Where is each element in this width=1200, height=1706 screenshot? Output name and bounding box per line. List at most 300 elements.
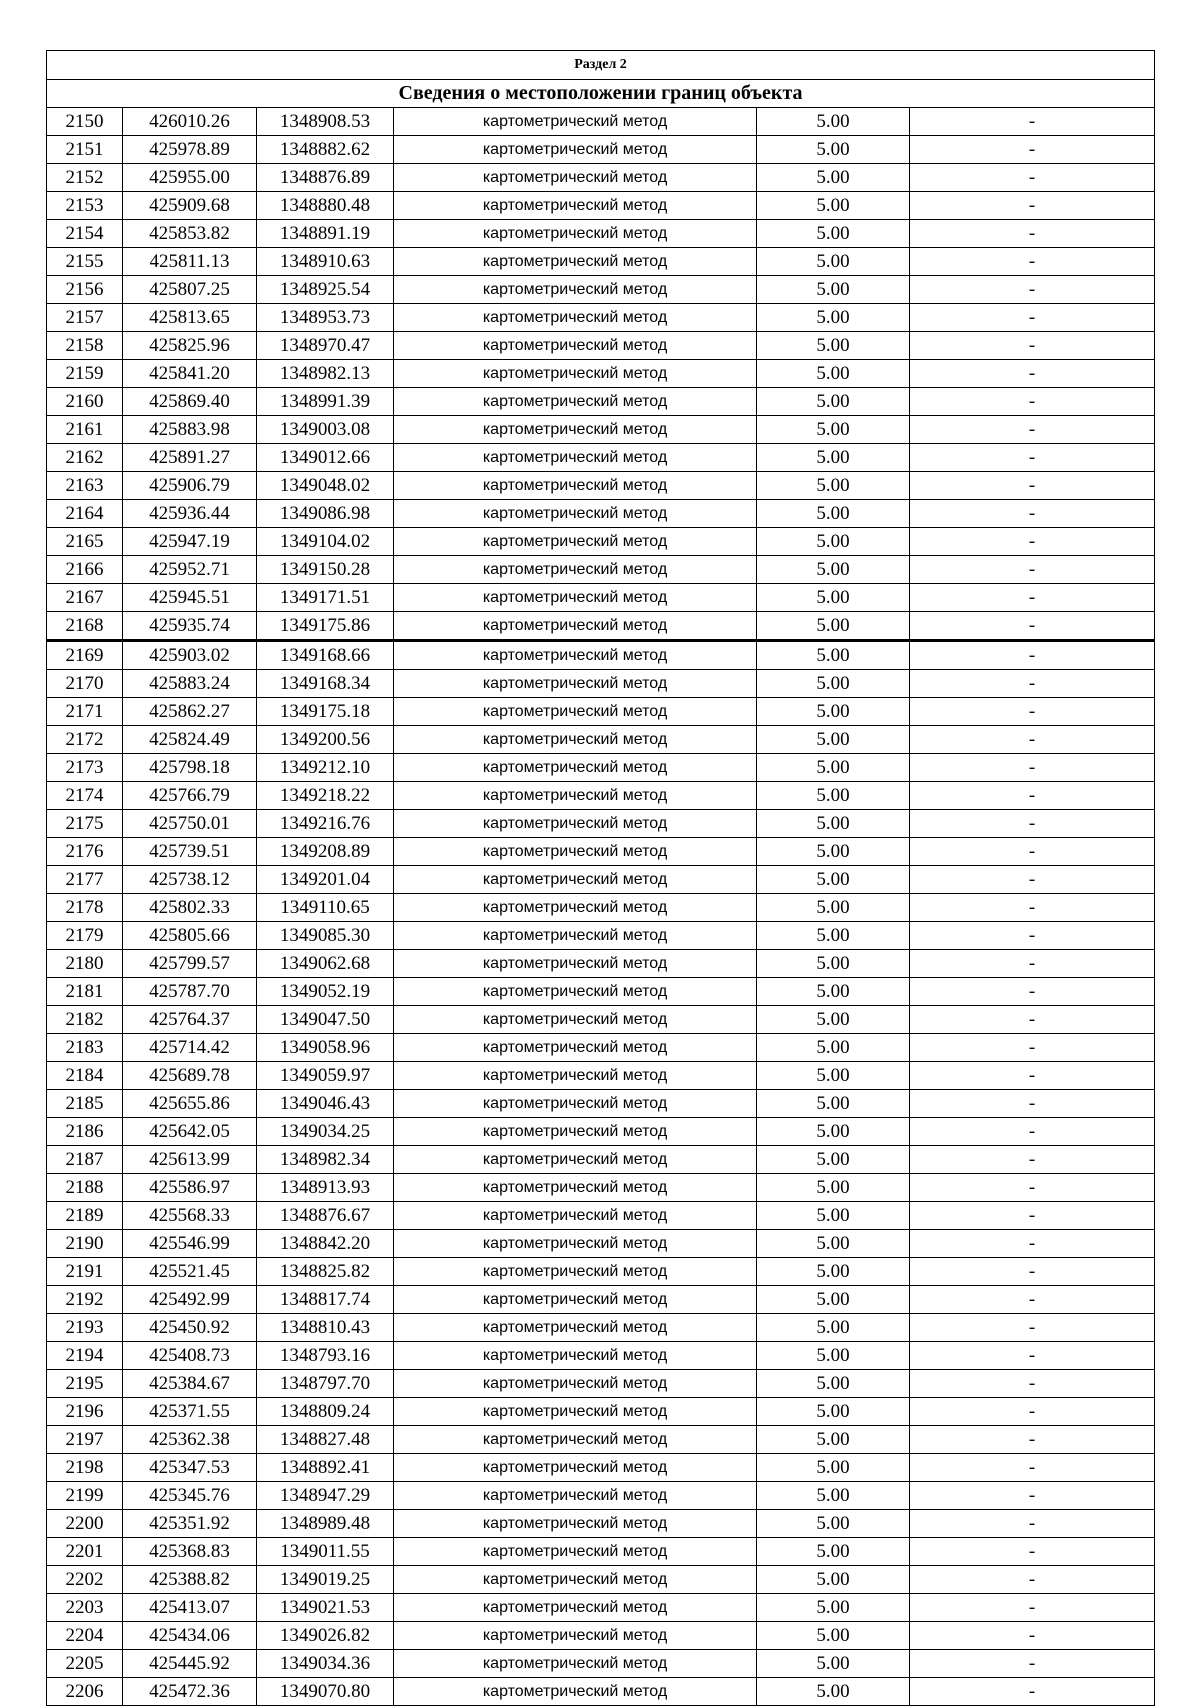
- accuracy-cell: 5.00: [757, 782, 910, 810]
- method-cell: картометрический метод: [394, 1594, 757, 1622]
- y-coordinate-cell: 1348817.74: [257, 1286, 394, 1314]
- y-coordinate-cell: 1348991.39: [257, 388, 394, 416]
- x-coordinate-cell: 425802.33: [123, 894, 257, 922]
- point-number-cell: 2169: [47, 641, 123, 670]
- table-row: [47, 810, 1155, 838]
- point-number-cell: 2178: [47, 894, 123, 922]
- description-cell: -: [910, 1230, 1155, 1258]
- accuracy-cell: 5.00: [757, 1174, 910, 1202]
- point-number-cell: 2195: [47, 1370, 123, 1398]
- method-cell: картометрический метод: [394, 1370, 757, 1398]
- method-cell: картометрический метод: [394, 220, 757, 248]
- method-cell: картометрический метод: [394, 810, 757, 838]
- y-coordinate-cell: 1348810.43: [257, 1314, 394, 1342]
- y-coordinate-cell: 1348797.70: [257, 1370, 394, 1398]
- point-number-cell: 2163: [47, 472, 123, 500]
- y-coordinate-cell: 1349150.28: [257, 556, 394, 584]
- y-coordinate-cell: 1348925.54: [257, 276, 394, 304]
- point-number-cell: 2198: [47, 1454, 123, 1482]
- table-row: [47, 612, 1155, 641]
- table-row: [47, 1174, 1155, 1202]
- description-cell: -: [910, 1202, 1155, 1230]
- table-row: [47, 528, 1155, 556]
- section-title-row: [47, 80, 1155, 108]
- method-cell: картометрический метод: [394, 978, 757, 1006]
- y-coordinate-cell: 1348793.16: [257, 1342, 394, 1370]
- method-cell: картометрический метод: [394, 1174, 757, 1202]
- description-cell: -: [910, 500, 1155, 528]
- point-number-cell: 2173: [47, 754, 123, 782]
- table-row: [47, 866, 1155, 894]
- x-coordinate-cell: 425935.74: [123, 612, 257, 641]
- accuracy-cell: 5.00: [757, 1258, 910, 1286]
- y-coordinate-cell: 1348982.13: [257, 360, 394, 388]
- y-coordinate-cell: 1348876.67: [257, 1202, 394, 1230]
- table-row: [47, 922, 1155, 950]
- accuracy-cell: 5.00: [757, 1090, 910, 1118]
- x-coordinate-cell: 425825.96: [123, 332, 257, 360]
- x-coordinate-cell: 425955.00: [123, 164, 257, 192]
- description-cell: -: [910, 332, 1155, 360]
- description-cell: -: [910, 1034, 1155, 1062]
- accuracy-cell: 5.00: [757, 950, 910, 978]
- x-coordinate-cell: 425945.51: [123, 584, 257, 612]
- table-row: [47, 584, 1155, 612]
- point-number-cell: 2193: [47, 1314, 123, 1342]
- x-coordinate-cell: 425824.49: [123, 726, 257, 754]
- section-label-row: [47, 51, 1155, 80]
- y-coordinate-cell: 1348970.47: [257, 332, 394, 360]
- x-coordinate-cell: 425445.92: [123, 1650, 257, 1678]
- method-cell: картометрический метод: [394, 726, 757, 754]
- method-cell: картометрический метод: [394, 1426, 757, 1454]
- point-number-cell: 2202: [47, 1566, 123, 1594]
- method-cell: картометрический метод: [394, 584, 757, 612]
- method-cell: картометрический метод: [394, 1678, 757, 1706]
- x-coordinate-cell: 425613.99: [123, 1146, 257, 1174]
- table-row: [47, 1034, 1155, 1062]
- y-coordinate-cell: 1349171.51: [257, 584, 394, 612]
- table-row: [47, 1118, 1155, 1146]
- description-cell: -: [910, 1006, 1155, 1034]
- method-cell: картометрический метод: [394, 500, 757, 528]
- y-coordinate-cell: 1348910.63: [257, 248, 394, 276]
- description-cell: -: [910, 360, 1155, 388]
- method-cell: картометрический метод: [394, 838, 757, 866]
- accuracy-cell: 5.00: [757, 1510, 910, 1538]
- accuracy-cell: 5.00: [757, 248, 910, 276]
- table-row: [47, 248, 1155, 276]
- accuracy-cell: 5.00: [757, 810, 910, 838]
- description-cell: -: [910, 1118, 1155, 1146]
- x-coordinate-cell: 425368.83: [123, 1538, 257, 1566]
- point-number-cell: 2164: [47, 500, 123, 528]
- description-cell: -: [910, 726, 1155, 754]
- table-row: [47, 782, 1155, 810]
- x-coordinate-cell: 425521.45: [123, 1258, 257, 1286]
- y-coordinate-cell: 1349011.55: [257, 1538, 394, 1566]
- description-cell: -: [910, 950, 1155, 978]
- method-cell: картометрический метод: [394, 950, 757, 978]
- description-cell: -: [910, 1594, 1155, 1622]
- x-coordinate-cell: 425413.07: [123, 1594, 257, 1622]
- table-row: [47, 388, 1155, 416]
- method-cell: картометрический метод: [394, 1006, 757, 1034]
- method-cell: картометрический метод: [394, 556, 757, 584]
- method-cell: картометрический метод: [394, 1314, 757, 1342]
- accuracy-cell: 5.00: [757, 108, 910, 136]
- table-row: [47, 726, 1155, 754]
- table-row: [47, 304, 1155, 332]
- table-row: [47, 1622, 1155, 1650]
- method-cell: картометрический метод: [394, 1482, 757, 1510]
- description-cell: -: [910, 304, 1155, 332]
- point-number-cell: 2201: [47, 1538, 123, 1566]
- accuracy-cell: 5.00: [757, 1622, 910, 1650]
- accuracy-cell: 5.00: [757, 528, 910, 556]
- point-number-cell: 2170: [47, 670, 123, 698]
- y-coordinate-cell: 1349026.82: [257, 1622, 394, 1650]
- method-cell: картометрический метод: [394, 782, 757, 810]
- point-number-cell: 2188: [47, 1174, 123, 1202]
- y-coordinate-cell: 1348891.19: [257, 220, 394, 248]
- section-label: Раздел 2: [47, 51, 1155, 80]
- accuracy-cell: 5.00: [757, 276, 910, 304]
- description-cell: -: [910, 276, 1155, 304]
- table-row: [47, 1482, 1155, 1510]
- method-cell: картометрический метод: [394, 1286, 757, 1314]
- accuracy-cell: 5.00: [757, 1118, 910, 1146]
- method-cell: картометрический метод: [394, 1258, 757, 1286]
- x-coordinate-cell: 425586.97: [123, 1174, 257, 1202]
- point-number-cell: 2162: [47, 444, 123, 472]
- method-cell: картометрический метод: [394, 136, 757, 164]
- x-coordinate-cell: 425853.82: [123, 220, 257, 248]
- accuracy-cell: 5.00: [757, 1370, 910, 1398]
- point-number-cell: 2180: [47, 950, 123, 978]
- x-coordinate-cell: 425689.78: [123, 1062, 257, 1090]
- accuracy-cell: 5.00: [757, 1650, 910, 1678]
- accuracy-cell: 5.00: [757, 304, 910, 332]
- x-coordinate-cell: 425371.55: [123, 1398, 257, 1426]
- method-cell: картометрический метод: [394, 754, 757, 782]
- y-coordinate-cell: 1348982.34: [257, 1146, 394, 1174]
- y-coordinate-cell: 1348989.48: [257, 1510, 394, 1538]
- method-cell: картометрический метод: [394, 1622, 757, 1650]
- x-coordinate-cell: 425345.76: [123, 1482, 257, 1510]
- table-row: [47, 1538, 1155, 1566]
- x-coordinate-cell: 425546.99: [123, 1230, 257, 1258]
- y-coordinate-cell: 1349052.19: [257, 978, 394, 1006]
- accuracy-cell: 5.00: [757, 1062, 910, 1090]
- table-row: [47, 698, 1155, 726]
- x-coordinate-cell: 425903.02: [123, 641, 257, 670]
- point-number-cell: 2177: [47, 866, 123, 894]
- description-cell: -: [910, 416, 1155, 444]
- point-number-cell: 2176: [47, 838, 123, 866]
- table-row: [47, 220, 1155, 248]
- x-coordinate-cell: 425351.92: [123, 1510, 257, 1538]
- table-row: [47, 1454, 1155, 1482]
- table-row: [47, 641, 1155, 670]
- y-coordinate-cell: 1348947.29: [257, 1482, 394, 1510]
- point-number-cell: 2204: [47, 1622, 123, 1650]
- x-coordinate-cell: 425841.20: [123, 360, 257, 388]
- point-number-cell: 2157: [47, 304, 123, 332]
- y-coordinate-cell: 1348892.41: [257, 1454, 394, 1482]
- accuracy-cell: 5.00: [757, 500, 910, 528]
- x-coordinate-cell: 426010.26: [123, 108, 257, 136]
- accuracy-cell: 5.00: [757, 444, 910, 472]
- description-cell: -: [910, 838, 1155, 866]
- x-coordinate-cell: 425766.79: [123, 782, 257, 810]
- method-cell: картометрический метод: [394, 360, 757, 388]
- section-title: Сведения о местоположении границ объекта: [47, 80, 1155, 108]
- table-row: [47, 360, 1155, 388]
- point-number-cell: 2174: [47, 782, 123, 810]
- point-number-cell: 2206: [47, 1678, 123, 1706]
- accuracy-cell: 5.00: [757, 612, 910, 641]
- table-row: [47, 1650, 1155, 1678]
- accuracy-cell: 5.00: [757, 220, 910, 248]
- x-coordinate-cell: 425764.37: [123, 1006, 257, 1034]
- point-number-cell: 2187: [47, 1146, 123, 1174]
- x-coordinate-cell: 425869.40: [123, 388, 257, 416]
- method-cell: картометрический метод: [394, 1062, 757, 1090]
- point-number-cell: 2158: [47, 332, 123, 360]
- table-row: [47, 276, 1155, 304]
- method-cell: картометрический метод: [394, 304, 757, 332]
- accuracy-cell: 5.00: [757, 726, 910, 754]
- x-coordinate-cell: 425906.79: [123, 472, 257, 500]
- point-number-cell: 2156: [47, 276, 123, 304]
- description-cell: -: [910, 894, 1155, 922]
- x-coordinate-cell: 425947.19: [123, 528, 257, 556]
- point-number-cell: 2189: [47, 1202, 123, 1230]
- x-coordinate-cell: 425936.44: [123, 500, 257, 528]
- description-cell: -: [910, 922, 1155, 950]
- method-cell: картометрический метод: [394, 1118, 757, 1146]
- description-cell: -: [910, 1314, 1155, 1342]
- point-number-cell: 2153: [47, 192, 123, 220]
- x-coordinate-cell: 425862.27: [123, 698, 257, 726]
- table-row: [47, 1006, 1155, 1034]
- method-cell: картометрический метод: [394, 698, 757, 726]
- table-row: [47, 754, 1155, 782]
- y-coordinate-cell: 1349058.96: [257, 1034, 394, 1062]
- accuracy-cell: 5.00: [757, 1006, 910, 1034]
- table-row: [47, 1314, 1155, 1342]
- y-coordinate-cell: 1349085.30: [257, 922, 394, 950]
- description-cell: -: [910, 1482, 1155, 1510]
- description-cell: -: [910, 1650, 1155, 1678]
- y-coordinate-cell: 1349059.97: [257, 1062, 394, 1090]
- description-cell: -: [910, 472, 1155, 500]
- method-cell: картометрический метод: [394, 164, 757, 192]
- description-cell: -: [910, 192, 1155, 220]
- method-cell: картометрический метод: [394, 1454, 757, 1482]
- y-coordinate-cell: 1349104.02: [257, 528, 394, 556]
- y-coordinate-cell: 1349201.04: [257, 866, 394, 894]
- y-coordinate-cell: 1349086.98: [257, 500, 394, 528]
- method-cell: картометрический метод: [394, 612, 757, 641]
- method-cell: картометрический метод: [394, 248, 757, 276]
- method-cell: картометрический метод: [394, 276, 757, 304]
- point-number-cell: 2182: [47, 1006, 123, 1034]
- y-coordinate-cell: 1349212.10: [257, 754, 394, 782]
- x-coordinate-cell: 425434.06: [123, 1622, 257, 1650]
- method-cell: картометрический метод: [394, 894, 757, 922]
- method-cell: картометрический метод: [394, 388, 757, 416]
- table-row: [47, 978, 1155, 1006]
- y-coordinate-cell: 1349110.65: [257, 894, 394, 922]
- table-row: [47, 416, 1155, 444]
- accuracy-cell: 5.00: [757, 360, 910, 388]
- method-cell: картометрический метод: [394, 1342, 757, 1370]
- y-coordinate-cell: 1349034.36: [257, 1650, 394, 1678]
- description-cell: -: [910, 1566, 1155, 1594]
- point-number-cell: 2161: [47, 416, 123, 444]
- accuracy-cell: 5.00: [757, 1314, 910, 1342]
- x-coordinate-cell: 425952.71: [123, 556, 257, 584]
- accuracy-cell: 5.00: [757, 754, 910, 782]
- point-number-cell: 2199: [47, 1482, 123, 1510]
- y-coordinate-cell: 1349168.66: [257, 641, 394, 670]
- description-cell: -: [910, 1454, 1155, 1482]
- method-cell: картометрический метод: [394, 1230, 757, 1258]
- table-row: [47, 136, 1155, 164]
- point-number-cell: 2150: [47, 108, 123, 136]
- table-row: [47, 1510, 1155, 1538]
- point-number-cell: 2175: [47, 810, 123, 838]
- point-number-cell: 2191: [47, 1258, 123, 1286]
- table-row: [47, 1062, 1155, 1090]
- method-cell: картометрический метод: [394, 528, 757, 556]
- description-cell: -: [910, 810, 1155, 838]
- y-coordinate-cell: 1348913.93: [257, 1174, 394, 1202]
- x-coordinate-cell: 425805.66: [123, 922, 257, 950]
- point-number-cell: 2172: [47, 726, 123, 754]
- x-coordinate-cell: 425807.25: [123, 276, 257, 304]
- accuracy-cell: 5.00: [757, 1286, 910, 1314]
- description-cell: -: [910, 754, 1155, 782]
- x-coordinate-cell: 425362.38: [123, 1426, 257, 1454]
- accuracy-cell: 5.00: [757, 1342, 910, 1370]
- point-number-cell: 2159: [47, 360, 123, 388]
- point-number-cell: 2200: [47, 1510, 123, 1538]
- accuracy-cell: 5.00: [757, 978, 910, 1006]
- x-coordinate-cell: 425798.18: [123, 754, 257, 782]
- y-coordinate-cell: 1349046.43: [257, 1090, 394, 1118]
- x-coordinate-cell: 425450.92: [123, 1314, 257, 1342]
- x-coordinate-cell: 425978.89: [123, 136, 257, 164]
- y-coordinate-cell: 1349021.53: [257, 1594, 394, 1622]
- point-number-cell: 2181: [47, 978, 123, 1006]
- accuracy-cell: 5.00: [757, 894, 910, 922]
- description-cell: -: [910, 248, 1155, 276]
- accuracy-cell: 5.00: [757, 1146, 910, 1174]
- y-coordinate-cell: 1349168.34: [257, 670, 394, 698]
- accuracy-cell: 5.00: [757, 1482, 910, 1510]
- method-cell: картометрический метод: [394, 641, 757, 670]
- accuracy-cell: 5.00: [757, 866, 910, 894]
- method-cell: картометрический метод: [394, 416, 757, 444]
- x-coordinate-cell: 425813.65: [123, 304, 257, 332]
- description-cell: -: [910, 1174, 1155, 1202]
- table-row: [47, 1342, 1155, 1370]
- accuracy-cell: 5.00: [757, 1230, 910, 1258]
- accuracy-cell: 5.00: [757, 1538, 910, 1566]
- accuracy-cell: 5.00: [757, 136, 910, 164]
- accuracy-cell: 5.00: [757, 838, 910, 866]
- method-cell: картометрический метод: [394, 108, 757, 136]
- description-cell: -: [910, 1370, 1155, 1398]
- point-number-cell: 2171: [47, 698, 123, 726]
- x-coordinate-cell: 425642.05: [123, 1118, 257, 1146]
- table-row: [47, 670, 1155, 698]
- point-number-cell: 2203: [47, 1594, 123, 1622]
- description-cell: -: [910, 670, 1155, 698]
- method-cell: картометрический метод: [394, 1650, 757, 1678]
- point-number-cell: 2192: [47, 1286, 123, 1314]
- accuracy-cell: 5.00: [757, 332, 910, 360]
- accuracy-cell: 5.00: [757, 698, 910, 726]
- point-number-cell: 2179: [47, 922, 123, 950]
- y-coordinate-cell: 1348908.53: [257, 108, 394, 136]
- point-number-cell: 2205: [47, 1650, 123, 1678]
- table-row: [47, 950, 1155, 978]
- table-row: [47, 1594, 1155, 1622]
- y-coordinate-cell: 1348882.62: [257, 136, 394, 164]
- table-row: [47, 472, 1155, 500]
- x-coordinate-cell: 425799.57: [123, 950, 257, 978]
- accuracy-cell: 5.00: [757, 164, 910, 192]
- y-coordinate-cell: 1349070.80: [257, 1678, 394, 1706]
- accuracy-cell: 5.00: [757, 1594, 910, 1622]
- y-coordinate-cell: 1348825.82: [257, 1258, 394, 1286]
- accuracy-cell: 5.00: [757, 1426, 910, 1454]
- x-coordinate-cell: 425472.36: [123, 1678, 257, 1706]
- description-cell: -: [910, 584, 1155, 612]
- accuracy-cell: 5.00: [757, 472, 910, 500]
- table-row: [47, 444, 1155, 472]
- x-coordinate-cell: 425787.70: [123, 978, 257, 1006]
- method-cell: картометрический метод: [394, 332, 757, 360]
- accuracy-cell: 5.00: [757, 1678, 910, 1706]
- description-cell: -: [910, 528, 1155, 556]
- table-row: [47, 1370, 1155, 1398]
- table-row: [47, 1090, 1155, 1118]
- y-coordinate-cell: 1349175.18: [257, 698, 394, 726]
- accuracy-cell: 5.00: [757, 1566, 910, 1594]
- description-cell: -: [910, 978, 1155, 1006]
- x-coordinate-cell: 425811.13: [123, 248, 257, 276]
- y-coordinate-cell: 1349216.76: [257, 810, 394, 838]
- table-row: [47, 1258, 1155, 1286]
- accuracy-cell: 5.00: [757, 388, 910, 416]
- x-coordinate-cell: 425750.01: [123, 810, 257, 838]
- x-coordinate-cell: 425388.82: [123, 1566, 257, 1594]
- description-cell: -: [910, 782, 1155, 810]
- description-cell: -: [910, 1062, 1155, 1090]
- description-cell: -: [910, 641, 1155, 670]
- y-coordinate-cell: 1349034.25: [257, 1118, 394, 1146]
- point-number-cell: 2183: [47, 1034, 123, 1062]
- y-coordinate-cell: 1348827.48: [257, 1426, 394, 1454]
- accuracy-cell: 5.00: [757, 1034, 910, 1062]
- y-coordinate-cell: 1348880.48: [257, 192, 394, 220]
- x-coordinate-cell: 425891.27: [123, 444, 257, 472]
